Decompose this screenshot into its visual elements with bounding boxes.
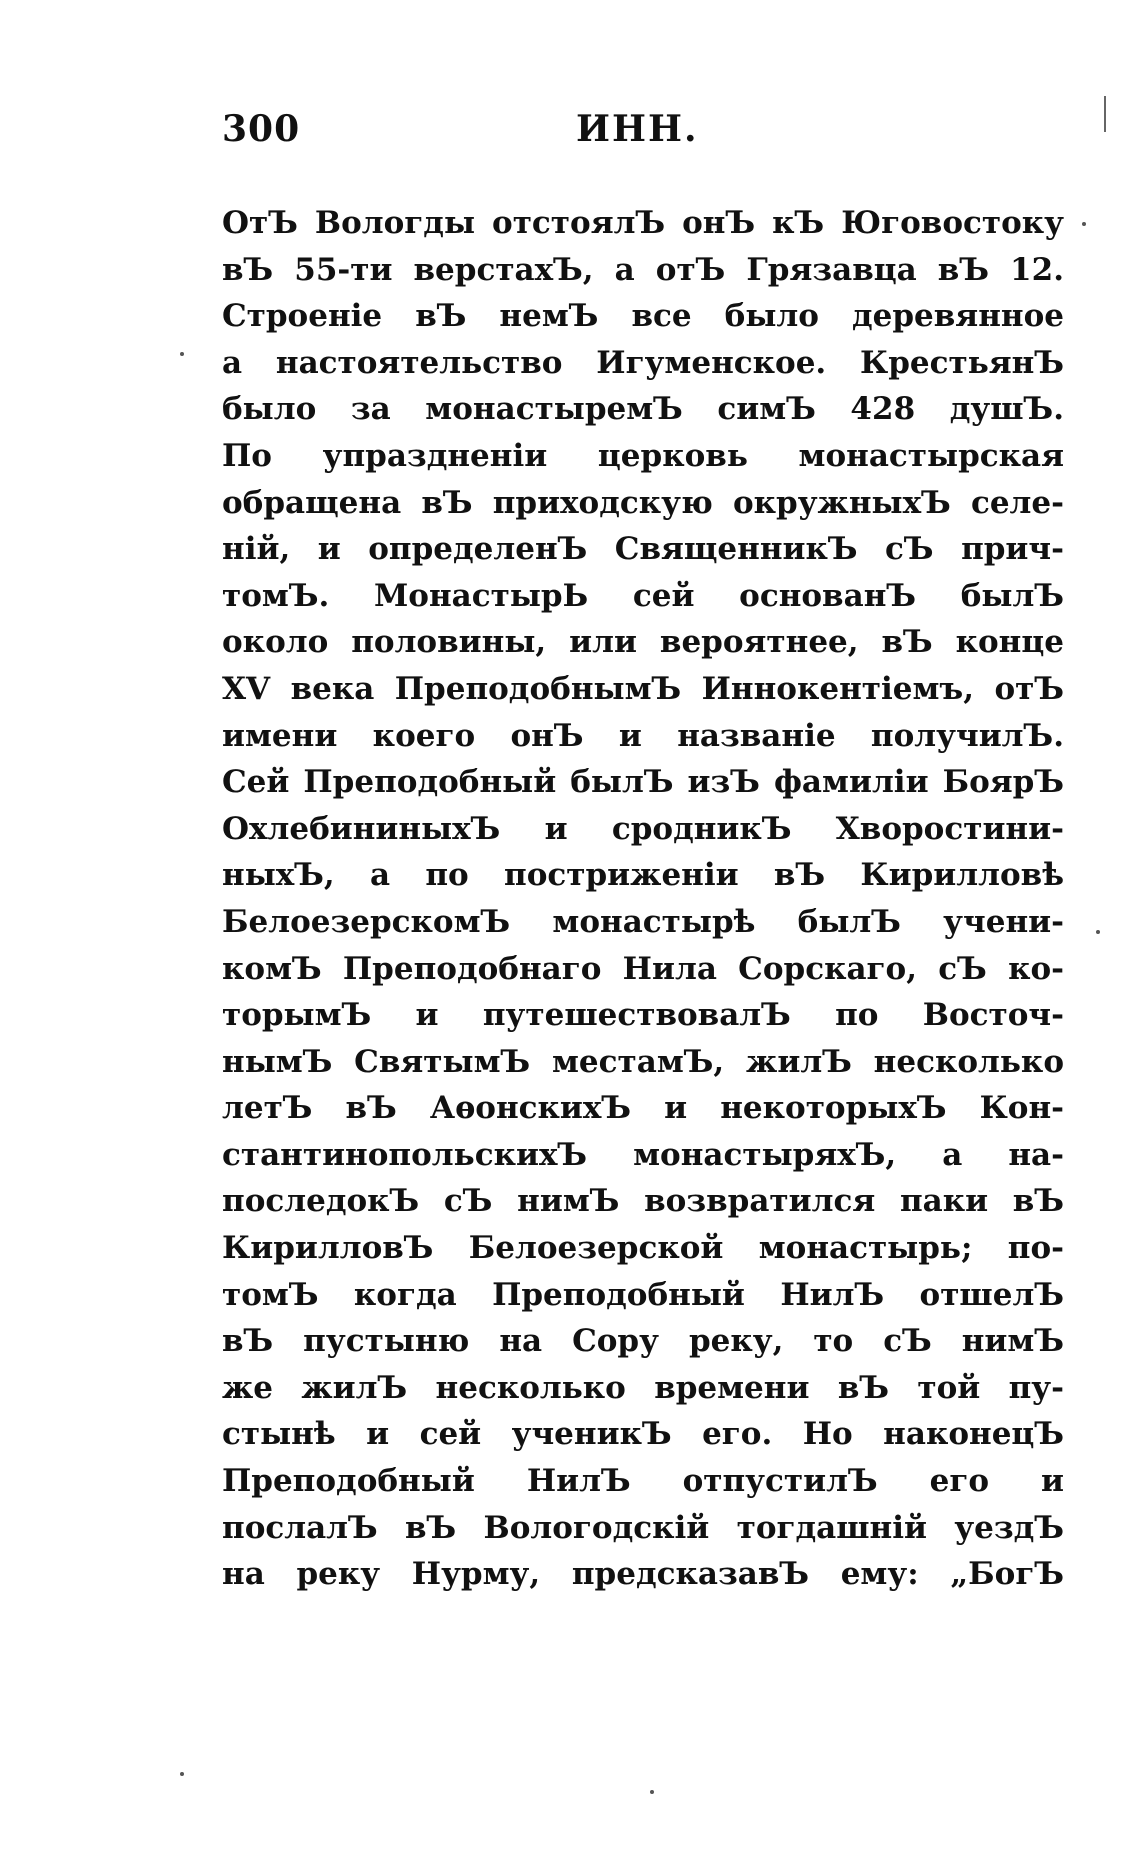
text-line: вЪ 55-ти верстахЪ, а отЪ Грязавца вЪ 12. [222, 251, 1064, 288]
text-line: стынѣ и сей ученикЪ его. Но наконецЪ [222, 1416, 1064, 1453]
text-line: Сей Преподобный былЪ изЪ фамиліи БоярЪ [222, 764, 1064, 801]
text-line: на реку Нурму, предсказавЪ ему: „БогЪ [222, 1556, 1064, 1593]
text-line: ній, и определенЪ СвященникЪ сЪ прич- [222, 531, 1064, 568]
scan-speck [180, 352, 184, 356]
text-line: а настоятельство Игуменское. КрестьянЪ [222, 344, 1064, 381]
text-line: комЪ Преподобнаго Нила Сорскаго, сЪ ко- [222, 950, 1064, 987]
text-line: Преподобный НилЪ отпустилЪ его и [222, 1463, 1064, 1500]
text-line: ОтЪ Вологды отстоялЪ онЪ кЪ Юговостоку [222, 205, 1064, 241]
scan-speck [1096, 930, 1100, 934]
text-line: около половины, или вероятнее, вЪ конце [222, 624, 1064, 661]
scan-edge-mark [1104, 96, 1106, 132]
text-line: же жилЪ несколько времени вЪ той пу- [222, 1369, 1064, 1406]
text-line: нымЪ СвятымЪ местамЪ, жилЪ несколько [222, 1043, 1064, 1080]
text-line: XV века ПреподобнымЪ Иннокентіемъ, отЪ [222, 670, 1064, 707]
text-line: ОхлебининыхЪ и сродникЪ Хворостини- [222, 810, 1064, 847]
scan-speck [1082, 222, 1086, 226]
scan-speck [180, 1772, 184, 1776]
text-line: БелоезерскомЪ монастырѣ былЪ учени- [222, 903, 1064, 940]
scan-speck [650, 1790, 654, 1794]
text-line: По упраздненіи церковь монастырская [222, 437, 1064, 474]
text-line: КирилловЪ Белоезерской монастырь; по- [222, 1230, 1064, 1267]
text-line: последокЪ сЪ нимЪ возвратился паки вЪ [222, 1183, 1064, 1220]
text-line: ныхЪ, а по постриженіи вЪ Кирилловѣ [222, 857, 1064, 894]
text-line: томЪ когда Преподобный НилЪ отшелЪ [222, 1276, 1064, 1313]
running-head: ИНН. [576, 108, 699, 150]
text-line: томЪ. МонастырЬ сей основанЪ былЪ [222, 577, 1064, 614]
page-number: 300 [222, 108, 301, 150]
text-line: вЪ пустыню на Сору реку, то сЪ нимЪ [222, 1323, 1064, 1360]
text-line: торымЪ и путешествовалЪ по Восточ- [222, 997, 1064, 1034]
text-line: послалЪ вЪ Вологодскій тогдашній уездЪ [222, 1509, 1064, 1546]
page-header [222, 108, 1082, 168]
text-line: летЪ вЪ АѳонскихЪ и некоторыхЪ Кон- [222, 1090, 1064, 1127]
text-line: было за монастыремЪ симЪ 428 душЪ. [222, 391, 1064, 428]
text-line: Строеніе вЪ немЪ все было деревянное [222, 298, 1064, 335]
body-text [222, 200, 1064, 1598]
text-line: обращена вЪ приходскую окружныхЪ селе- [222, 484, 1064, 521]
text-line: стантинопольскихЪ монастыряхЪ, а на- [222, 1136, 1064, 1173]
text-line: имени коего онЪ и названіе получилЪ. [222, 717, 1064, 754]
